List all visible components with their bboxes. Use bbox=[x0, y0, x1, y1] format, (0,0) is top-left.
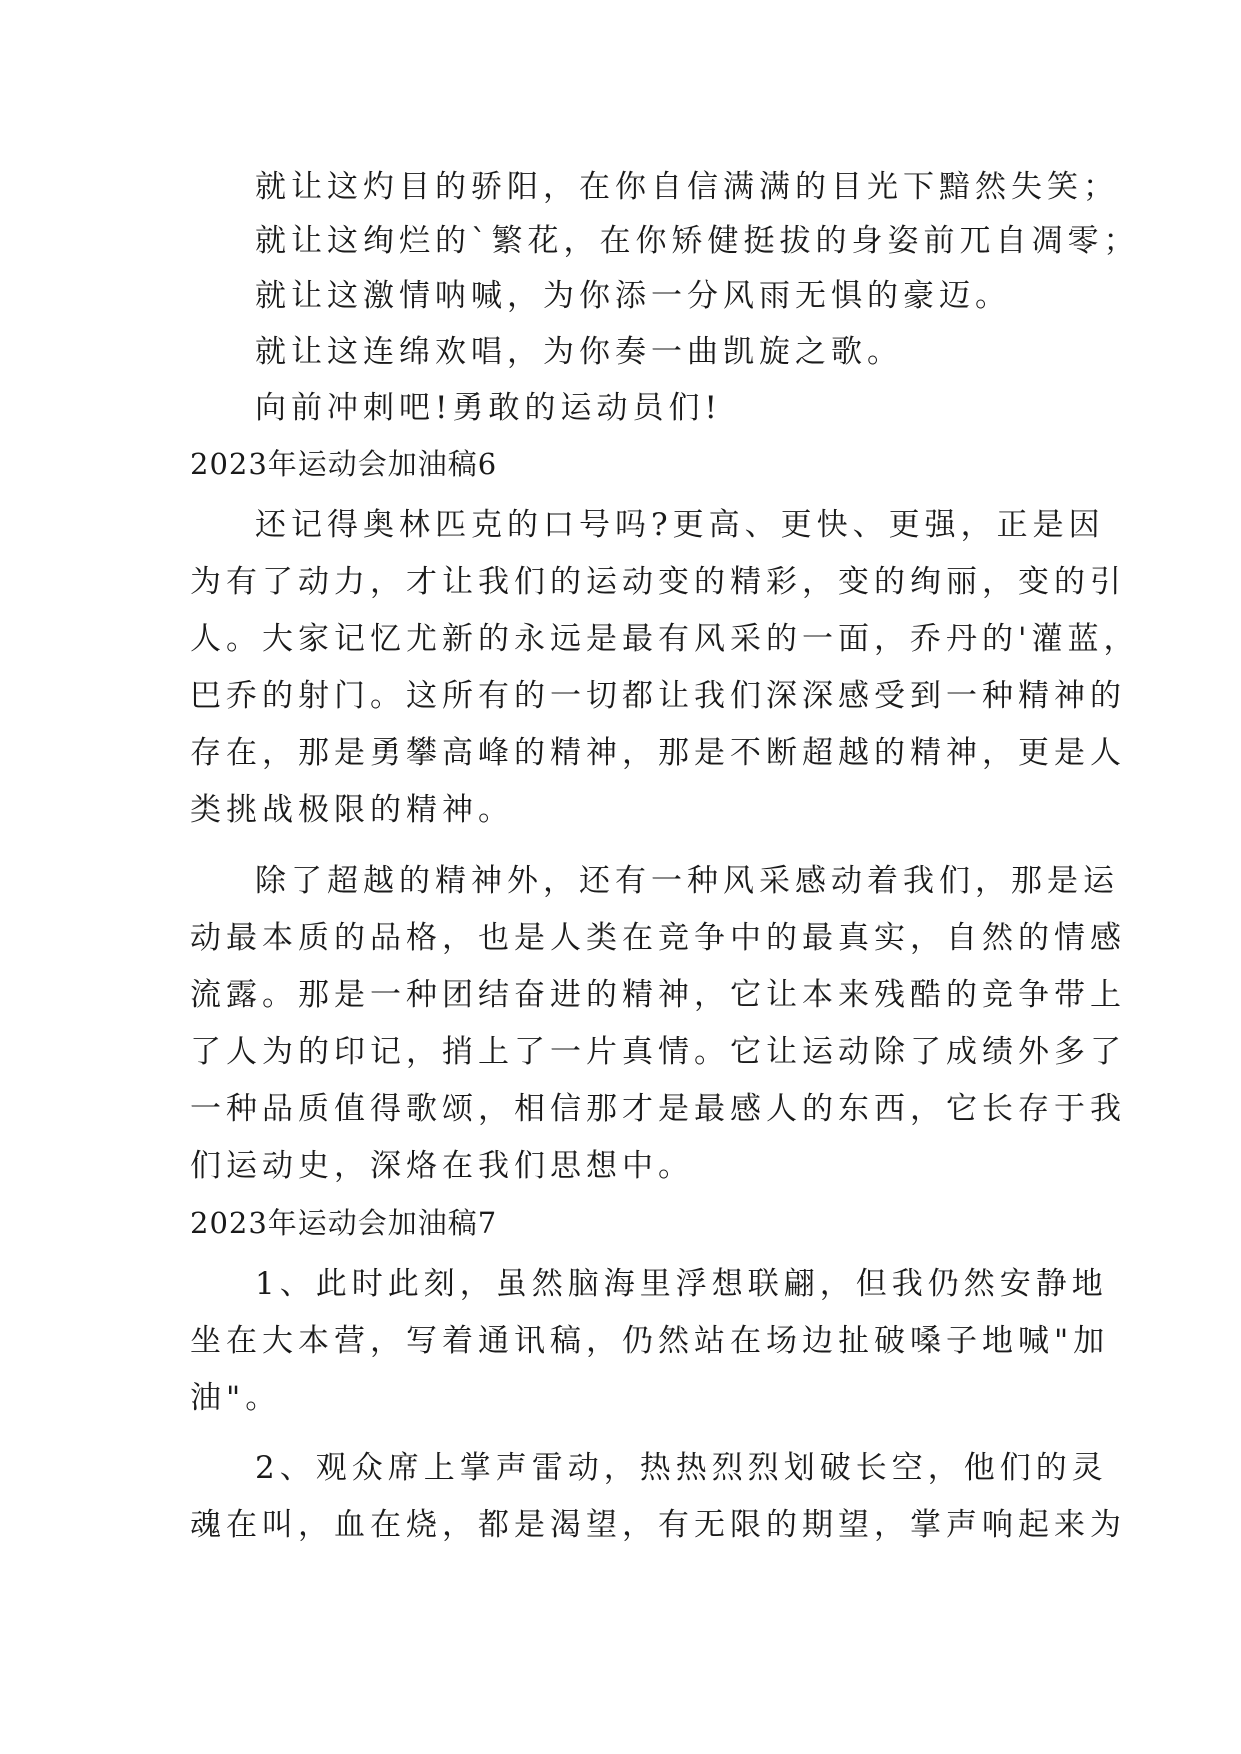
paragraph-line: 2、观众席上掌声雷动，热热烈烈划破长空，他们的灵 bbox=[255, 1450, 1108, 1486]
paragraph-line: 坐在大本营，写着通讯稿，仍然站在场边扯破嗓子地喊"加 bbox=[190, 1323, 1110, 1359]
intro-line: 就让这绚烂的`繁花，在你矫健挺拔的身姿前兀自凋零； bbox=[255, 223, 1140, 259]
paragraph-line: 存在，那是勇攀高峰的精神，那是不断超越的精神，更是人 bbox=[190, 735, 1126, 771]
intro-line: 就让这激情呐喊，为你添一分风雨无惧的豪迈。 bbox=[255, 278, 1011, 314]
paragraph-line: 了人为的印记，捎上了一片真情。它让运动除了成绩外多了 bbox=[190, 1034, 1126, 1070]
paragraph-line: 一种品质值得歌颂，相信那才是最感人的东西，它长存于我 bbox=[190, 1091, 1126, 1127]
paragraph-line: 动最本质的品格，也是人类在竞争中的最真实，自然的情感 bbox=[190, 920, 1126, 956]
section-heading: 2023年运动会加油稿6 bbox=[190, 447, 498, 481]
paragraph-line: 油"。 bbox=[190, 1380, 282, 1416]
intro-line: 向前冲刺吧!勇敢的运动员们! bbox=[255, 390, 722, 426]
intro-line: 就让这灼目的骄阳，在你自信满满的目光下黯然失笑； bbox=[255, 169, 1119, 205]
paragraph-line: 人。大家记忆尤新的永远是最有风采的一面，乔丹的'灌蓝， bbox=[190, 621, 1140, 657]
paragraph-line: 1、此时此刻，虽然脑海里浮想联翩，但我仍然安静地 bbox=[255, 1266, 1108, 1302]
paragraph-line: 巴乔的射门。这所有的一切都让我们深深感受到一种精神的 bbox=[190, 678, 1126, 714]
paragraph-line: 还记得奥林匹克的口号吗?更高、更快、更强，正是因 bbox=[255, 507, 1105, 543]
section-heading: 2023年运动会加油稿7 bbox=[190, 1206, 498, 1240]
paragraph-line: 们运动史，深烙在我们思想中。 bbox=[190, 1148, 694, 1184]
paragraph-line: 类挑战极限的精神。 bbox=[190, 792, 514, 828]
paragraph-line: 流露。那是一种团结奋进的精神，它让本来残酷的竞争带上 bbox=[190, 977, 1126, 1013]
paragraph-line: 除了超越的精神外，还有一种风采感动着我们，那是运 bbox=[255, 863, 1119, 899]
paragraph-line: 为有了动力，才让我们的运动变的精彩，变的绚丽，变的引 bbox=[190, 564, 1126, 600]
paragraph-line: 魂在叫，血在烧，都是渴望，有无限的期望，掌声响起来为 bbox=[190, 1507, 1126, 1543]
intro-line: 就让这连绵欢唱，为你奏一曲凯旋之歌。 bbox=[255, 334, 903, 370]
